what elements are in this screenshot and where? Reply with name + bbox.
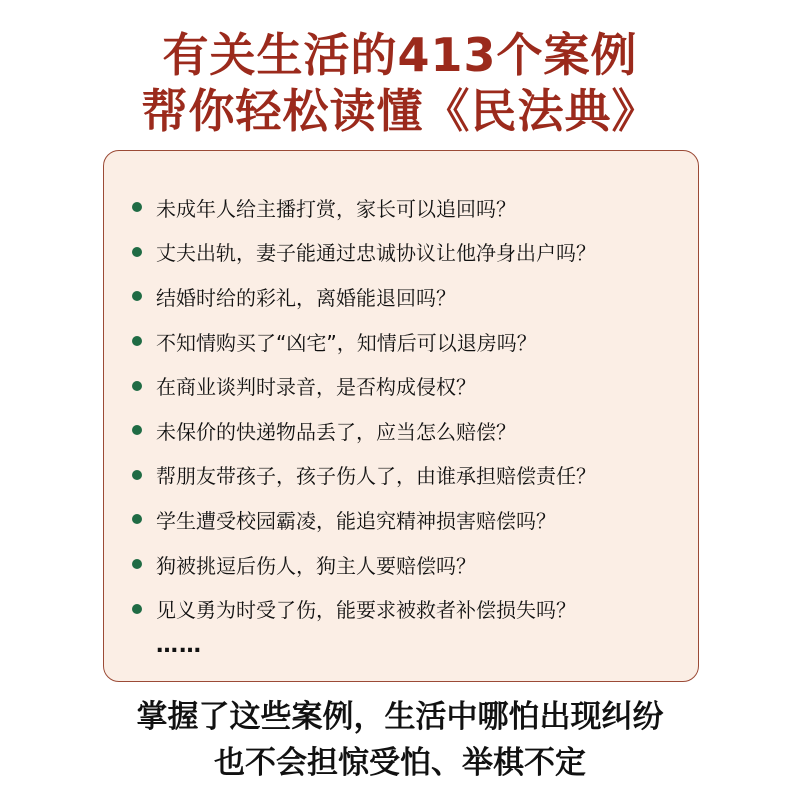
bullet-dot-icon: [132, 604, 142, 614]
headline-line-1: 有关生活的413个案例: [162, 28, 638, 82]
case-item-text: 帮朋友带孩子，孩子伤人了，由谁承担赔偿责任？: [156, 464, 596, 489]
case-item: [132, 408, 596, 453]
footer-line-1: 掌握了这些案例，生活中哪怕出现纠纷: [136, 699, 664, 735]
case-item: [132, 453, 596, 498]
bullet-dot-icon: [132, 381, 142, 391]
case-item-text: 结婚时给的彩礼，离婚能退回吗？: [156, 285, 456, 310]
bullet-dot-icon: [132, 336, 142, 346]
headline-line-2: 帮你轻松读懂《民法典》: [141, 84, 659, 138]
bullet-dot-icon: [132, 559, 142, 569]
case-panel: [103, 150, 699, 682]
case-item: [132, 363, 596, 408]
case-item: [132, 230, 596, 275]
case-item: [132, 586, 596, 631]
bullet-dot-icon: [132, 202, 142, 212]
case-item-text: 未成年人给主播打赏，家长可以追回吗？: [156, 196, 516, 221]
case-item-text: 丈夫出轨，妻子能通过忠诚协议让他净身出户吗？: [156, 241, 596, 266]
case-item-text: 狗被挑逗后伤人，狗主人要赔偿吗？: [156, 553, 476, 578]
bullet-dot-icon: [132, 514, 142, 524]
case-item: [132, 497, 596, 542]
case-item-text: 见义勇为时受了伤，能要求被救者补偿损失吗？: [156, 598, 576, 623]
bullet-dot-icon: [132, 291, 142, 301]
case-item-text: 学生遭受校园霸凌，能追究精神损害赔偿吗？: [156, 508, 556, 533]
case-item: [132, 274, 596, 319]
case-item: [132, 319, 596, 364]
case-item: [132, 542, 596, 587]
case-item-text: 在商业谈判时录音，是否构成侵权？: [156, 375, 476, 400]
case-list: [132, 185, 596, 661]
bullet-dot-icon: [132, 425, 142, 435]
case-item-text: 不知情购买了“凶宅”，知情后可以退房吗？: [156, 330, 537, 355]
case-list-ellipsis: ……: [156, 633, 202, 659]
footer-line-2: 也不会担惊受怕、举棋不定: [214, 745, 586, 781]
case-item: [132, 185, 596, 230]
bullet-dot-icon: [132, 247, 142, 257]
bullet-dot-icon: [132, 470, 142, 480]
case-item-text: 未保价的快递物品丢了，应当怎么赔偿？: [156, 419, 516, 444]
